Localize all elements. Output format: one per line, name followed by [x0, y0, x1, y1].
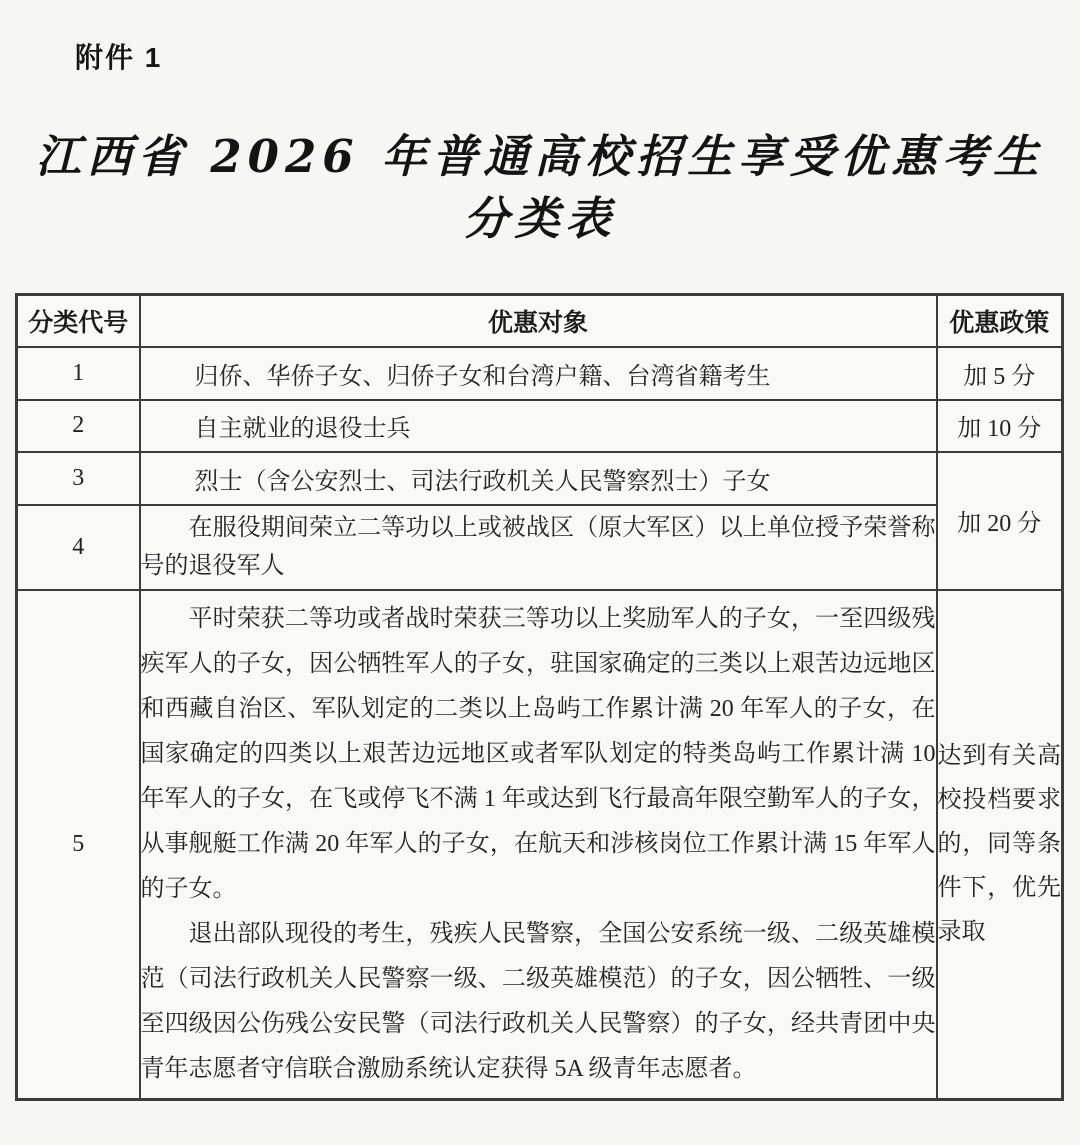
table-row-1 — [17, 347, 1063, 400]
classification-table — [15, 293, 1064, 1101]
row-5-target-paragraph-2: 退出部队现役的考生，残疾人民警察，全国公安系统一级、二级英雄模范（司法行政机关人民警察一级、二级英雄模范）的子女，因公牺牲、一级至四级因公伤残公安民警（司法行政机关人民警察）的子女，经共青团中央青年志愿者守信联合激励系统认定获得 5A 级青年志愿者。 — [140, 920, 936, 1082]
table-row-2 — [17, 400, 1063, 452]
row-4-target — [140, 505, 937, 590]
header-cell-policy: 优惠政策 — [937, 295, 1063, 347]
row-2-policy: 加 10 分 — [937, 400, 1063, 452]
row-3-4-policy-merged: 加 20 分 — [937, 452, 1063, 590]
row-3-code: 3 — [17, 452, 140, 505]
row-4-target-paragraph: 在服役期间荣立二等功以上或被战区（原大军区）以上单位授予荣誉称号的退役军人 — [140, 515, 936, 579]
row-5-code: 5 — [17, 590, 140, 1100]
row-3-target: 烈士（含公安烈士、司法行政机关人民警察烈士）子女 — [140, 452, 937, 505]
row-1-policy: 加 5 分 — [937, 347, 1063, 400]
table-header-row — [17, 295, 1063, 347]
table-row-4 — [17, 505, 1063, 590]
document-title-line2: 分类表 — [463, 192, 617, 245]
table-row-3 — [17, 452, 1063, 505]
row-5-policy — [937, 590, 1063, 1100]
row-2-target: 自主就业的退役士兵 — [140, 400, 937, 452]
attachment-label: 附件 1 — [75, 42, 163, 73]
row-1-code: 1 — [17, 347, 140, 400]
row-2-code: 2 — [17, 400, 140, 452]
row-5-target-paragraph-1: 平时荣获二等功或者战时荣获三等功以上奖励军人的子女，一至四级残疾军人的子女，因公牺牲军人的子女，驻国家确定的三类以上艰苦边远地区和西藏自治区、军队划定的二类以上岛屿工作累计满 20 年军人的子女，在国家确定的四类以上艰苦边远地区或者军队划定的特类岛屿工作累计满 10 年军人的子女，在飞或停飞不满 1 年或达到飞行最高年限空勤军人的子女，从事舰艇工作满 20 年军人的子女，在航天和涉核岗位工作累计满 15 年军人的子女。 — [140, 605, 936, 902]
row-5-target — [140, 590, 937, 1100]
document-title-line1: 江西省 2026 年普通高校招生享受优惠考生 — [35, 130, 1045, 183]
table-row-5 — [17, 590, 1063, 1100]
document-title — [0, 126, 1080, 250]
header-cell-code: 分类代号 — [17, 295, 140, 347]
header-cell-target: 优惠对象 — [140, 295, 937, 347]
row-4-code: 4 — [17, 505, 140, 590]
row-5-policy-text: 达到有关高校投档要求的，同等条件下，优先录取 — [937, 743, 1061, 946]
row-1-target: 归侨、华侨子女、归侨子女和台湾户籍、台湾省籍考生 — [140, 347, 937, 400]
